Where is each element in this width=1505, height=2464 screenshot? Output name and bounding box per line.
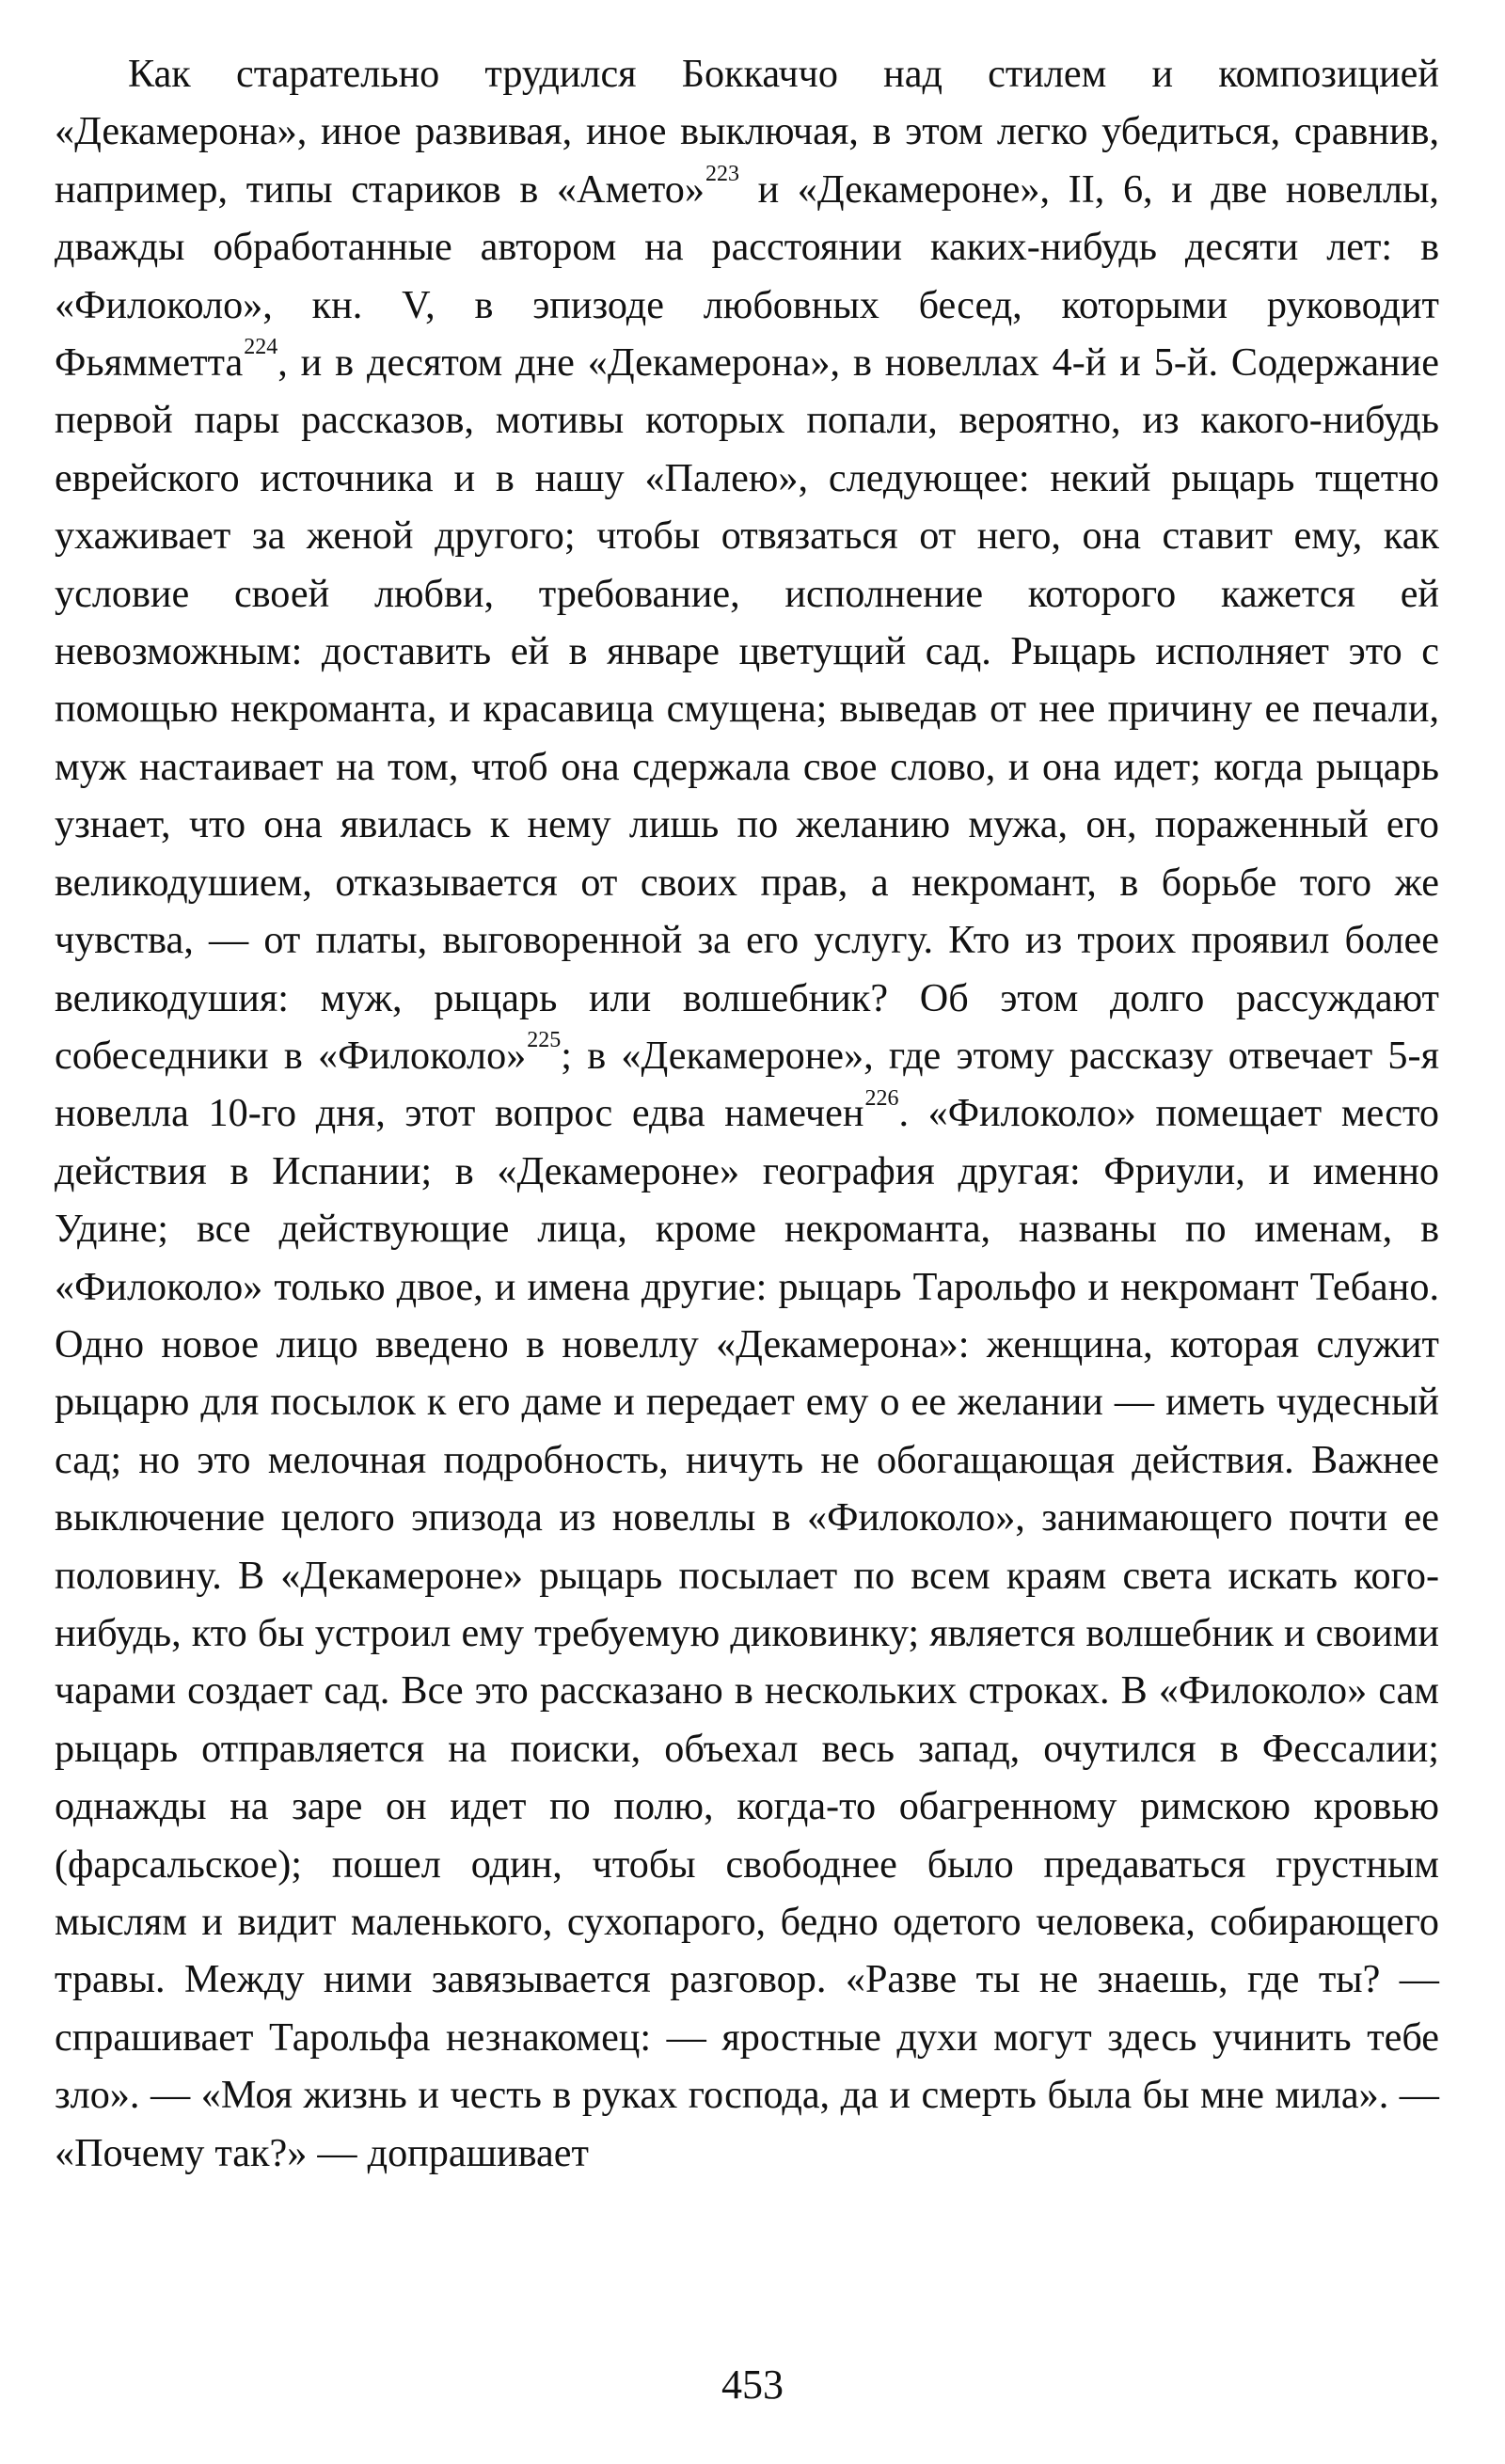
- footnote-ref-223[interactable]: 223: [705, 162, 739, 187]
- text-segment-3: , и в десятом дне «Декамерона», в новеллах 4-й и 5-й. Содержание первой пары рассказов, мотивы которых попали, вероятно, из какого-нибудь еврейского источника и в нашу «Палею», следующее: некий рыцарь тщетно ухаживает за женой другого; чтобы отвязаться от него, она ставит ему, как условие своей любви, требование, исполнение которого кажется ей невозможным: доставить ей в январе цветущий сад. Рыцарь исполняет это с помощью некроманта, и красавица смущена; выведав от нее причину ее печали, муж настаивает на том, чтоб она сдержала свое слово, и она идет; когда рыцарь узнает, что она явилась к нему лишь по желанию мужа, он, пораженный его великодушием, отказывается от своих прав, а некромант, в борьбе того же чувства, — от платы, выговоренной за его услугу. Кто из троих проявил более великодушия: муж, рыцарь или волшебник? Об этом долго рассуждают собеседники в «Филоколо»: [55, 340, 1439, 1078]
- footnote-ref-226[interactable]: 226: [864, 1085, 899, 1111]
- page-number: 453: [721, 2361, 784, 2408]
- footnote-ref-224[interactable]: 224: [244, 335, 278, 360]
- text-segment-4: ; в «Декамероне», где этому рассказу отвечает 5-я новелла 10-го дня, этот вопрос едва намечен: [55, 1033, 1439, 1136]
- page: [55, 45, 1439, 2182]
- footnote-ref-225[interactable]: 225: [527, 1028, 562, 1053]
- text-segment-5: . «Филоколо» помещает место действия в Испании; в «Декамероне» география другая: Фриули, и именно Удине; все действующие лица, кроме некроманта, названы по именам, в «Филоколо» только двое, и имена другие: рыцарь Тарольфо и некромант Тебано. Одно новое лицо введено в новеллу «Декамерона»: женщина, которая служит рыцарю для посылок к его даме и передает ему о ее желании — иметь чудесный сад; но это мелочная подробность, ничуть не обогащающая действия. Важнее выключение целого эпизода из новеллы в «Филоколо», занимающего почти ее половину. В «Декамероне» рыцарь посылает по всем краям света искать кого-нибудь, кто бы устроил ему требуемую диковинку; является волшебник и своими чарами создает сад. Все это рассказано в нескольких строках. В «Филоколо» сам рыцарь отправляется на поиски, объехал весь запад, очутился в Фессалии; однажды на заре он идет по полю, когда-то обагренному римскою кровью (фарсальское); пошел один, чтобы свободнее было предаваться грустным мыслям и видит маленького, сухопарого, бедно одетого человека, собирающего травы. Между ними завязывается разговор. «Разве ты не знаешь, где ты? — спрашивает Тарольфа незнакомец: — яростные духи могут здесь учинить тебе зло». — «Моя жизнь и честь в руках господа, да и смерть была бы мне мила». — «Почему так?» — допрашивает: [55, 1091, 1439, 2175]
- text-segment-1: Как старательно трудился Боккаччо над стилем и композицией «Декамерона», иное развивая, иное выключая, в этом легко убедиться, сравнив, например, типы стариков в «Амето»: [55, 52, 1439, 212]
- body-paragraph: [55, 45, 1439, 2182]
- text-segment-2: и «Декамероне», II, 6, и две новеллы, дважды обработанные автором на расстоянии каких-нибудь десяти лет: в «Филоколо», кн. V, в эпизоде любовных бесед, которыми руководит Фьямметта: [55, 166, 1439, 386]
